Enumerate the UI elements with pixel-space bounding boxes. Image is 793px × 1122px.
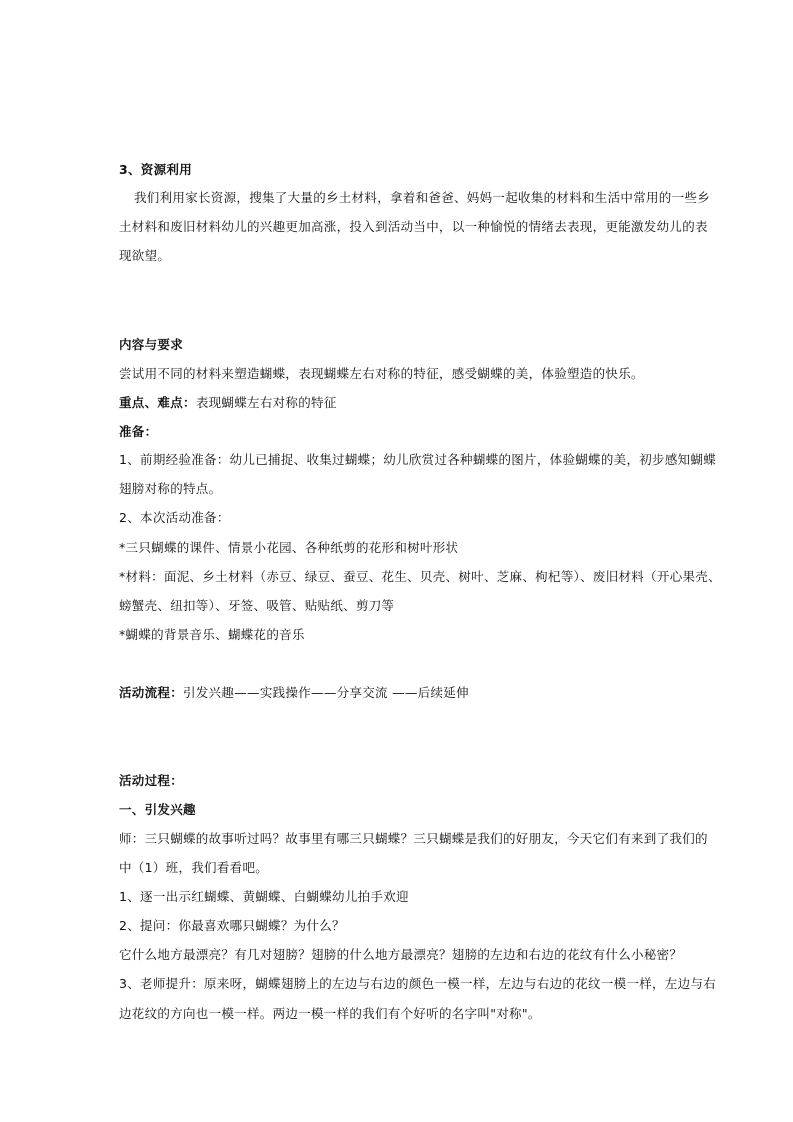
key-points-label: 重点、难点： <box>119 395 196 410</box>
process-sub-heading: 一、引发兴趣 <box>119 802 196 817</box>
prep-line-6: 螃蟹壳、纽扣等）、牙签、吸管、贴贴纸、剪刀等 <box>119 598 395 613</box>
key-points-line <box>119 395 337 411</box>
key-points-text: 表现蝴蝶左右对称的特征 <box>195 395 337 410</box>
resources-heading: 3、资源利用 <box>119 162 192 177</box>
resources-para-line-3: 现欲望。 <box>119 248 171 263</box>
process-line-1: 师：三只蝴蝶的故事听过吗？故事里有哪三只蝴蝶？三只蝴蝶是我们的好朋友，今天它们有来到了我们的 <box>119 831 708 846</box>
process-line-2: 中（1）班，我们看看吧。 <box>119 860 269 875</box>
process-line-5: 它什么地方最漂亮？有几对翅膀？翅膀的什么地方最漂亮？翅膀的左边和右边的花纹有什么小秘密？ <box>119 947 683 962</box>
prep-line-2: 翅膀对称的特点。 <box>119 481 222 496</box>
process-line-4: 2、提问：你最喜欢哪只蝴蝶？为什么？ <box>119 918 345 933</box>
prep-heading: 准备： <box>119 424 158 439</box>
process-heading: 活动过程： <box>119 773 184 788</box>
process-line-3: 1、逐一出示红蝴蝶、黄蝴蝶、白蝴蝶幼儿拍手欢迎 <box>119 889 409 904</box>
prep-line-7: *蝴蝶的背景音乐、蝴蝶花的音乐 <box>119 627 305 642</box>
process-line-7: 边花纹的方向也一模一样。两边一模一样的我们有个好听的名字叫"对称"。 <box>119 1006 541 1021</box>
resources-para-line-1: 我们利用家长资源，搜集了大量的乡土材料，拿着和爸爸、妈妈一起收集的材料和生活中常用的一些乡 <box>134 190 711 205</box>
flow-label: 活动流程： <box>119 685 184 700</box>
prep-line-3: 2、本次活动准备： <box>119 510 230 525</box>
content-text: 尝试用不同的材料来塑造蝴蝶，表现蝴蝶左右对称的特征，感受蝴蝶的美，体验塑造的快乐。 <box>119 366 644 381</box>
resources-para-line-2: 土材料和废旧材料幼儿的兴趣更加高涨，投入到活动当中，以一种愉悦的情绪去表现，更能激发幼儿的表 <box>119 219 708 234</box>
prep-line-5: *材料：面泥、乡土材料（赤豆、绿豆、蚕豆、花生、贝壳、树叶、芝麻、枸杞等）、废旧材料（开心果壳、 <box>119 569 721 584</box>
flow-line <box>119 685 469 701</box>
flow-text: 引发兴趣——实践操作——分享交流 ——后续延伸 <box>183 685 469 700</box>
prep-line-4: *三只蝴蝶的课件、情景小花园、各种纸剪的花形和树叶形状 <box>119 540 459 555</box>
process-line-6: 3、老师提升：原来呀，蝴蝶翅膀上的左边与右边的颜色一模一样，左边与右边的花纹一模一样，左边与右 <box>119 976 717 991</box>
content-heading: 内容与要求 <box>119 337 184 352</box>
prep-line-1: 1、前期经验准备：幼儿已捕捉、收集过蝴蝶；幼儿欣赏过各种蝴蝶的图片，体验蝴蝶的美，初步感知蝴蝶 <box>119 452 717 467</box>
